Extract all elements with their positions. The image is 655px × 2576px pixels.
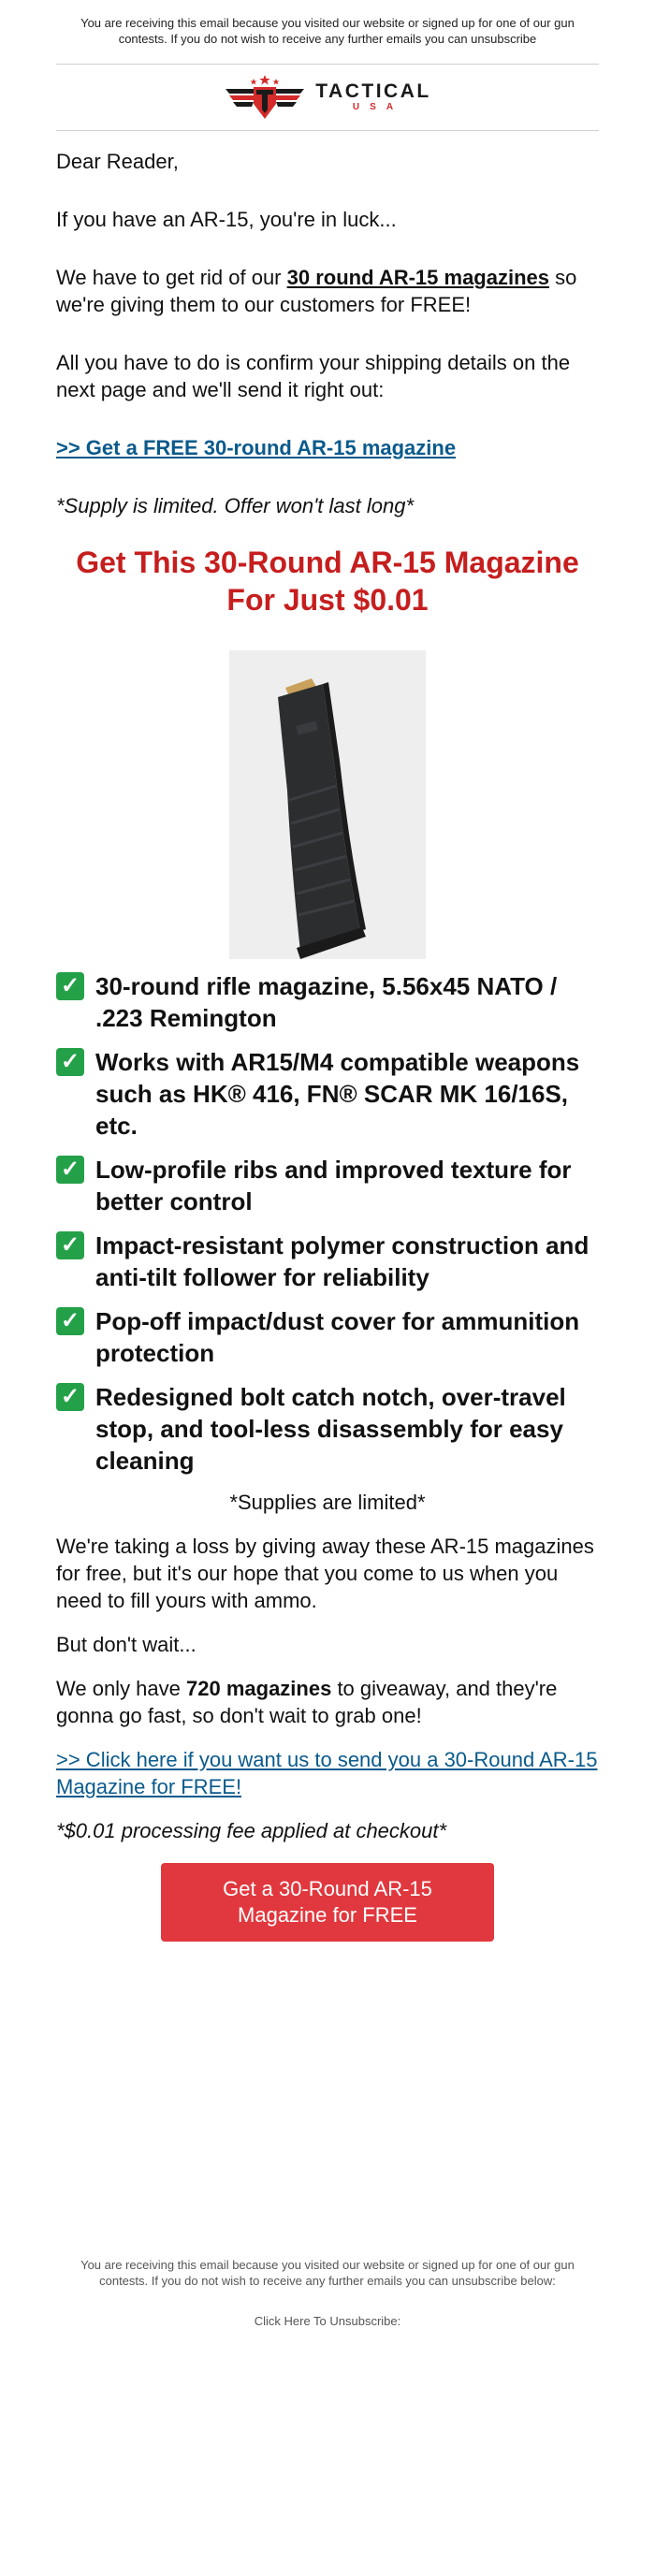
supplies-limited-note: *Supplies are limited* <box>229 1491 426 1514</box>
fee-note: *$0.01 processing fee applied at checkout* <box>56 1819 447 1842</box>
check-mark-icon: ✓ <box>56 1156 84 1184</box>
send-magazine-link[interactable]: >> Click here if you want us to send you a 30-Round AR-15 Magazine for FREE! <box>56 1748 598 1798</box>
feature-item: ✓ Impact-resistant polymer construction and anti-tilt follower for reliability <box>56 1230 599 1293</box>
check-mark-icon: ✓ <box>56 1383 84 1411</box>
logo-name: TACTICAL <box>315 80 431 102</box>
loss-text: We're taking a loss by giving away these AR-15 magazines for free, but it's our hope that you come to us when you need to fill yours with ammo. <box>56 1535 594 1612</box>
feature-item: ✓ 30-round rifle magazine, 5.56x45 NATO / .223 Remington <box>56 970 599 1034</box>
dont-wait-text: But don't wait... <box>56 1633 196 1656</box>
unsubscribe-link[interactable]: Click Here To Unsubscribe: <box>254 2314 401 2328</box>
offer-headline: Get This 30-Round AR-15 Magazine For Just $0.01 <box>76 546 579 617</box>
check-mark-icon: ✓ <box>56 1048 84 1076</box>
free-magazine-link[interactable]: >> Get a FREE 30-round AR-15 magazine <box>56 436 457 459</box>
footer <box>56 2257 599 2329</box>
count-highlight: 720 magazines <box>186 1677 332 1700</box>
feature-item: ✓ Redesigned bolt catch notch, over-travel stop, and tool-less disassembly for easy cleaning <box>56 1381 599 1477</box>
intro-text: If you have an AR-15, you're in luck... <box>56 208 397 231</box>
magazine-illustration <box>229 650 426 959</box>
greeting: Dear Reader, <box>56 150 179 173</box>
logo-mark-icon <box>224 74 306 121</box>
logo-row <box>56 65 599 130</box>
instructions-text: All you have to do is confirm your shipping details on the next page and we'll send it right out: <box>56 351 571 401</box>
feature-list <box>56 970 599 1477</box>
feature-item: ✓ Pop-off impact/dust cover for ammunition protection <box>56 1305 599 1369</box>
cta-container <box>56 1863 599 1942</box>
check-mark-icon: ✓ <box>56 1231 84 1259</box>
feature-item: ✓ Low-profile ribs and improved texture for better control <box>56 1154 599 1217</box>
logo-sub: USA <box>352 102 404 112</box>
count-text: We only have 720 magazines to giveaway, and they're gonna go fast, so don't wait to grab one! <box>56 1677 558 1727</box>
email-body <box>56 131 599 1942</box>
header-notice: You are receiving this email because you visited our website or signed up for one of our gun contests. If you do not wish to receive any further emails you can unsubscribe <box>80 16 575 46</box>
check-mark-icon: ✓ <box>56 972 84 1000</box>
offer-text: We have to get rid of our 30 round AR-15 magazines so we're giving them to our customers for FREE! <box>56 266 577 316</box>
get-magazine-button[interactable]: Get a 30-Round AR-15 Magazine for FREE <box>161 1863 494 1942</box>
magazine-image[interactable] <box>229 650 426 959</box>
offer-highlight: 30 round AR-15 magazines <box>286 266 549 289</box>
feature-item: ✓ Works with AR15/M4 compatible weapons such as HK® 416, FN® SCAR MK 16/16S, etc. <box>56 1046 599 1142</box>
tactical-usa-logo[interactable] <box>224 74 430 121</box>
check-mark-icon: ✓ <box>56 1307 84 1335</box>
supply-note: *Supply is limited. Offer won't last long* <box>56 494 415 517</box>
footer-notice: You are receiving this email because you visited our website or signed up for one of our gun contests. If you do not wish to receive any further emails you can unsubscribe below: <box>80 2258 575 2288</box>
